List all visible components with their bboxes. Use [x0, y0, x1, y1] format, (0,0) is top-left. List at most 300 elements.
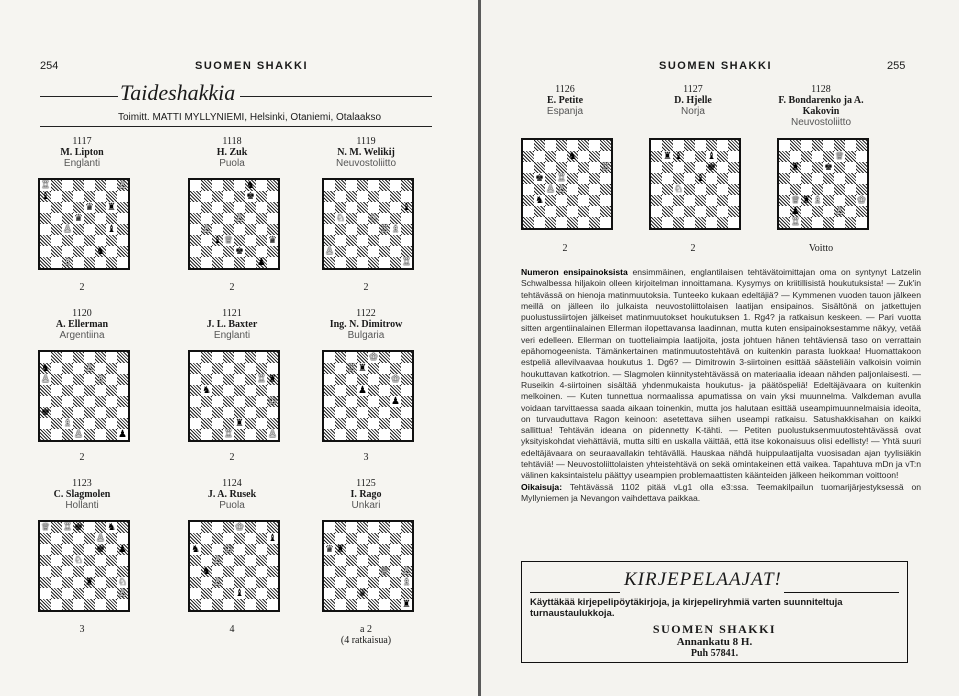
board-square [223, 407, 234, 418]
board-square [84, 352, 95, 363]
board-square [106, 374, 117, 385]
board-square [379, 363, 390, 374]
board-square [40, 577, 51, 588]
board-square [190, 363, 201, 374]
board-square [335, 257, 346, 268]
board-square [706, 173, 717, 184]
board-square [256, 566, 267, 577]
board-square [357, 352, 368, 363]
board-square [256, 533, 267, 544]
board-square [717, 173, 728, 184]
board-square [51, 246, 62, 257]
problem-stipulation: 2 [79, 282, 85, 293]
board-square [779, 184, 790, 195]
board-square [106, 396, 117, 407]
board-square [390, 385, 401, 396]
board-square [62, 235, 73, 246]
board-square [190, 429, 201, 440]
board-square [84, 235, 95, 246]
board-square [201, 555, 212, 566]
problem-number: 1120 [72, 308, 92, 319]
board-square [62, 599, 73, 610]
board-square [390, 588, 401, 599]
problem-country: Norja [681, 106, 705, 117]
board-square [368, 180, 379, 191]
chess-diagram [322, 350, 414, 442]
board-square [790, 173, 801, 184]
board-square [335, 246, 346, 257]
board-square [190, 180, 201, 191]
board-square [368, 577, 379, 588]
chess-piece-icon: ♔ [369, 352, 378, 363]
board-square [95, 180, 106, 191]
board-square [673, 173, 684, 184]
board-square [779, 195, 790, 206]
board-square [267, 246, 278, 257]
problem-header [181, 478, 283, 511]
board-square [267, 213, 278, 224]
board-square [95, 224, 106, 235]
board-square [256, 599, 267, 610]
board-square [379, 191, 390, 202]
chess-piece-icon: ♙ [63, 224, 72, 235]
board-square [834, 217, 845, 228]
editors-line: Toimitt. MATTI MYLLYNIEMI, Helsinki, Otaniemi, Otalaakso [118, 112, 382, 123]
board-square [117, 202, 128, 213]
board-square [790, 184, 801, 195]
chess-piece-icon: ♛ [358, 588, 367, 599]
board-square [401, 396, 412, 407]
board-square [390, 533, 401, 544]
board-square [324, 588, 335, 599]
problem-author: N. M. Welikij [337, 147, 395, 158]
board-square [324, 191, 335, 202]
board-square [190, 235, 201, 246]
board-square [84, 533, 95, 544]
board-square [390, 555, 401, 566]
board-square [267, 352, 278, 363]
board-square [845, 195, 856, 206]
board-square [346, 374, 357, 385]
board-square [256, 418, 267, 429]
board-square [84, 385, 95, 396]
board-square [834, 162, 845, 173]
board-square [73, 566, 84, 577]
board-square [201, 533, 212, 544]
board-square [346, 599, 357, 610]
board-square [368, 396, 379, 407]
chess-piece-icon: ♜ [791, 162, 800, 173]
chess-piece-icon: ♙ [268, 429, 277, 440]
board-square [823, 151, 834, 162]
board-square [368, 599, 379, 610]
problem-country: Hollanti [65, 500, 99, 511]
chess-diagram [188, 520, 280, 612]
problem-number: 1123 [72, 478, 92, 489]
chess-piece-icon: ♕ [835, 151, 844, 162]
board-square [106, 418, 117, 429]
board-square [106, 363, 117, 374]
board-square [357, 599, 368, 610]
board-square [812, 206, 823, 217]
chess-piece-icon: ♚ [235, 246, 244, 257]
board-square [223, 566, 234, 577]
problem-number: 1122 [356, 308, 376, 319]
board-square [73, 544, 84, 555]
board-square [523, 162, 534, 173]
chess-diagram [521, 138, 613, 230]
board-square [567, 217, 578, 228]
board-square [190, 588, 201, 599]
chess-piece-icon: ♞ [568, 151, 577, 162]
board-square [684, 173, 695, 184]
problem-stipulation: 2 [363, 282, 369, 293]
board-square [40, 385, 51, 396]
page-number: 254 [40, 60, 59, 72]
board-square [390, 407, 401, 418]
board-square [73, 533, 84, 544]
board-square [379, 202, 390, 213]
chess-piece-icon: ♕ [791, 195, 800, 206]
board-square [117, 522, 128, 533]
problem-stipulation: 2 [562, 243, 568, 254]
board-square [779, 173, 790, 184]
board-square [523, 140, 534, 151]
board-square [728, 206, 739, 217]
chess-piece-icon: ♕ [41, 522, 50, 533]
problem-country: Neuvostoliitto [790, 117, 852, 128]
board-square [346, 224, 357, 235]
board-square [73, 418, 84, 429]
board-square [106, 407, 117, 418]
board-square [84, 429, 95, 440]
chess-diagram [188, 350, 280, 442]
board-square [673, 195, 684, 206]
board-square [212, 566, 223, 577]
board-square [357, 246, 368, 257]
board-square [578, 195, 589, 206]
board-square [40, 202, 51, 213]
board-square [401, 374, 412, 385]
board-square [234, 352, 245, 363]
board-square [368, 429, 379, 440]
board-square [335, 385, 346, 396]
chess-diagram [188, 178, 280, 270]
board-square [790, 140, 801, 151]
board-square [117, 246, 128, 257]
board-square [95, 191, 106, 202]
board-square [390, 180, 401, 191]
board-square [106, 577, 117, 588]
chess-piece-icon: ♛ [325, 544, 334, 555]
board-square [40, 257, 51, 268]
board-square [335, 566, 346, 577]
board-square [267, 202, 278, 213]
board-square [589, 162, 600, 173]
board-square [706, 184, 717, 195]
board-square [73, 352, 84, 363]
board-square [95, 385, 106, 396]
problem-stipulation: 4 [229, 624, 235, 635]
problem-stipulation: 2 [690, 243, 696, 254]
board-square [600, 206, 611, 217]
chess-piece-icon: ♚ [535, 173, 544, 184]
board-square [40, 555, 51, 566]
board-square [62, 407, 73, 418]
board-square [84, 407, 95, 418]
chess-piece-icon: ♙ [202, 224, 211, 235]
board-square [40, 224, 51, 235]
chess-piece-icon: ♟ [791, 206, 800, 217]
board-square [567, 162, 578, 173]
problem-number: 1121 [222, 308, 242, 319]
board-square [401, 544, 412, 555]
board-square [106, 588, 117, 599]
ad-rule-left [530, 592, 620, 593]
board-square [401, 407, 412, 418]
board-square [245, 555, 256, 566]
problem-author: D. Hjelle [674, 95, 712, 106]
board-square [357, 544, 368, 555]
board-square [212, 385, 223, 396]
board-square [346, 385, 357, 396]
board-square [201, 429, 212, 440]
board-square [95, 396, 106, 407]
board-square [600, 195, 611, 206]
board-square [245, 599, 256, 610]
chess-diagram [322, 178, 414, 270]
chess-diagram [777, 138, 869, 230]
board-square [706, 217, 717, 228]
board-square [223, 385, 234, 396]
board-square [401, 352, 412, 363]
board-square [728, 140, 739, 151]
board-square [267, 588, 278, 599]
board-square [117, 407, 128, 418]
board-square [324, 533, 335, 544]
board-square [728, 184, 739, 195]
title-rule-left [40, 96, 118, 97]
board-square [695, 206, 706, 217]
board-square [379, 352, 390, 363]
board-square [212, 533, 223, 544]
board-square [390, 352, 401, 363]
chess-piece-icon: ♜ [85, 577, 94, 588]
board-square [357, 522, 368, 533]
board-square [368, 257, 379, 268]
board-square [267, 544, 278, 555]
board-square [51, 429, 62, 440]
board-square [368, 555, 379, 566]
chess-piece-icon: ♕ [380, 566, 389, 577]
board-square [368, 385, 379, 396]
board-square [51, 257, 62, 268]
board-square [95, 407, 106, 418]
board-square [401, 429, 412, 440]
board-square [567, 173, 578, 184]
board-square [95, 257, 106, 268]
board-square [51, 588, 62, 599]
board-square [379, 407, 390, 418]
board-square [368, 533, 379, 544]
board-square [62, 588, 73, 599]
problem-stipulation: 2 [229, 282, 235, 293]
board-square [212, 180, 223, 191]
board-square [662, 140, 673, 151]
board-square [223, 599, 234, 610]
problem-author: E. Petite [546, 95, 584, 106]
board-square [117, 533, 128, 544]
board-square [267, 566, 278, 577]
board-square [40, 235, 51, 246]
board-square [234, 429, 245, 440]
board-square [401, 385, 412, 396]
chess-piece-icon: ♝ [41, 191, 50, 202]
board-square [324, 407, 335, 418]
problem-header [31, 478, 133, 511]
board-square [379, 544, 390, 555]
chess-piece-icon: ♚ [41, 407, 50, 418]
problem-number: 1124 [222, 478, 242, 489]
problem-author: C. Slagmolen [53, 489, 111, 500]
board-square [212, 407, 223, 418]
board-square [556, 151, 567, 162]
board-square [368, 363, 379, 374]
chess-diagram [322, 520, 414, 612]
board-square [845, 184, 856, 195]
problem-author: J. L. Baxter [206, 319, 258, 330]
board-square [834, 173, 845, 184]
board-square [401, 246, 412, 257]
board-square [324, 202, 335, 213]
problem-stipulation: 2 [229, 452, 235, 463]
board-square [545, 217, 556, 228]
board-square [106, 385, 117, 396]
board-square [834, 140, 845, 151]
board-square [368, 202, 379, 213]
board-square [190, 533, 201, 544]
board-square [379, 588, 390, 599]
board-square [717, 206, 728, 217]
board-square [357, 566, 368, 577]
board-square [40, 533, 51, 544]
board-square [51, 191, 62, 202]
board-square [717, 217, 728, 228]
board-square [335, 180, 346, 191]
board-square [368, 224, 379, 235]
board-square [62, 202, 73, 213]
board-square [684, 162, 695, 173]
board-square [600, 140, 611, 151]
board-square [223, 374, 234, 385]
chess-piece-icon: ♙ [557, 184, 566, 195]
board-square [346, 202, 357, 213]
problem-country: Unkari [351, 500, 381, 511]
chess-piece-icon: ♖ [557, 173, 566, 184]
chess-piece-icon: ♙ [96, 533, 105, 544]
board-square [234, 599, 245, 610]
board-square [523, 173, 534, 184]
problem-header [31, 136, 133, 169]
board-square [379, 418, 390, 429]
board-square [256, 577, 267, 588]
board-square [256, 246, 267, 257]
board-square [190, 224, 201, 235]
board-square [117, 599, 128, 610]
board-square [801, 140, 812, 151]
chess-piece-icon: ♚ [74, 522, 83, 533]
board-square [245, 418, 256, 429]
board-square [335, 588, 346, 599]
board-square [51, 577, 62, 588]
chess-piece-icon: ♝ [707, 151, 716, 162]
board-square [201, 588, 212, 599]
board-square [357, 577, 368, 588]
board-square [245, 407, 256, 418]
board-square [706, 195, 717, 206]
board-square [324, 224, 335, 235]
board-square [106, 429, 117, 440]
board-square [212, 396, 223, 407]
board-square [379, 577, 390, 588]
chess-piece-icon: ♛ [85, 202, 94, 213]
board-square [390, 235, 401, 246]
board-square [73, 202, 84, 213]
board-square [651, 195, 662, 206]
board-square [212, 213, 223, 224]
board-square [589, 140, 600, 151]
problem-author: J. A. Rusek [207, 489, 257, 500]
board-square [390, 246, 401, 257]
problem-author: I. Rago [350, 489, 382, 500]
chess-piece-icon: ♞ [191, 544, 200, 555]
board-square [267, 180, 278, 191]
board-square [234, 555, 245, 566]
chess-piece-icon: ♖ [601, 162, 610, 173]
chess-piece-icon: ♙ [835, 206, 844, 217]
chess-piece-icon: ♗ [63, 257, 72, 268]
board-square [190, 213, 201, 224]
board-square [545, 195, 556, 206]
board-square [390, 191, 401, 202]
board-square [651, 151, 662, 162]
board-square [245, 566, 256, 577]
board-square [51, 202, 62, 213]
board-square [357, 213, 368, 224]
board-square [600, 173, 611, 184]
board-square [40, 396, 51, 407]
board-square [267, 418, 278, 429]
board-square [812, 184, 823, 195]
board-square [346, 588, 357, 599]
board-square [728, 162, 739, 173]
chess-piece-icon: ♔ [391, 374, 400, 385]
board-square [856, 173, 867, 184]
board-square [190, 555, 201, 566]
board-square [346, 577, 357, 588]
board-square [346, 566, 357, 577]
board-square [212, 418, 223, 429]
board-square [823, 140, 834, 151]
board-square [73, 180, 84, 191]
board-square [256, 429, 267, 440]
board-square [223, 180, 234, 191]
board-square [589, 195, 600, 206]
board-square [201, 418, 212, 429]
board-square [357, 202, 368, 213]
problem-header [31, 308, 133, 341]
board-square [523, 184, 534, 195]
